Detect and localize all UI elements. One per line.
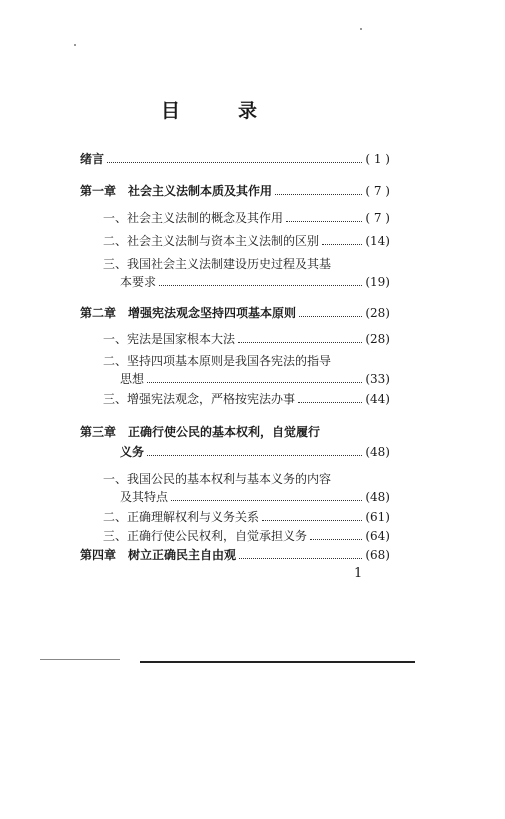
dot-leader <box>310 539 362 540</box>
dot-leader <box>107 162 362 163</box>
dot-leader <box>238 342 362 343</box>
toc-section-3-2 <box>103 507 390 527</box>
toc-entry-page: (28) <box>365 332 390 346</box>
toc-entry-label: 社会主义法制本质及其作用 <box>128 184 273 198</box>
toc-entry-label: 三、我国社会主义法制建设历史过程及其基 <box>103 257 332 271</box>
dot-leader <box>275 194 362 195</box>
scan-speck <box>360 28 362 30</box>
toc-entry-label: 树立正确民主自由观 <box>128 548 237 562</box>
dot-leader <box>286 221 362 222</box>
toc-chapter-3 <box>80 422 390 442</box>
toc-entry-page: ( 7 ) <box>365 211 390 225</box>
toc-entry-label-cont: 义务 <box>120 445 145 459</box>
chapter-number: 第一章 <box>80 184 117 198</box>
toc-entry-label: 三、正确行使公民权利，自觉承担义务 <box>103 529 308 543</box>
chapter-number: 第四章 <box>80 548 117 562</box>
toc-section-1-3 <box>103 254 390 274</box>
dot-leader <box>299 316 362 317</box>
toc-chapter-1 <box>80 181 390 201</box>
toc-entry-page: (68) <box>365 548 390 562</box>
toc-entry-page: (61) <box>365 510 390 524</box>
toc-entry-preface <box>80 149 390 169</box>
toc-entry-page: (14) <box>365 234 390 248</box>
toc-chapter-2 <box>80 303 390 323</box>
toc-section-1-3-cont <box>120 272 390 292</box>
toc-section-1-1 <box>103 208 390 228</box>
toc-section-2-2 <box>103 351 390 371</box>
toc-entry-page: (48) <box>365 490 390 504</box>
toc-entry-label: 正确行使公民的基本权利，自觉履行 <box>128 425 321 439</box>
toc-entry-label: 绪言 <box>80 152 105 166</box>
toc-entry-page: (64) <box>365 529 390 543</box>
dot-leader <box>262 520 362 521</box>
toc-section-2-2-cont <box>120 369 390 389</box>
toc-entry-label: 一、我国公民的基本权利与基本义务的内容 <box>103 472 332 486</box>
toc-chapter-4 <box>80 545 390 565</box>
toc-entry-label: 一、宪法是国家根本大法 <box>103 332 236 346</box>
toc-entry-label: 一、社会主义法制的概念及其作用 <box>103 211 284 225</box>
toc-section-3-3 <box>103 526 390 546</box>
dot-leader <box>239 558 362 559</box>
title-char-2: 录 <box>238 100 260 122</box>
dot-leader <box>298 402 362 403</box>
toc-entry-page: ( 7 ) <box>365 184 390 198</box>
toc-entry-label-cont: 本要求 <box>120 275 157 289</box>
chapter-number: 第二章 <box>80 306 117 320</box>
toc-entry-label: 三、增强宪法观念，严格按宪法办事 <box>103 392 296 406</box>
toc-entry-label: 二、正确理解权利与义务关系 <box>103 510 260 524</box>
toc-section-3-1 <box>103 469 390 489</box>
toc-entry-page: (48) <box>365 445 390 459</box>
toc-section-2-1 <box>103 329 390 349</box>
toc-entry-page: (19) <box>365 275 390 289</box>
toc-entry-page: ( 1 ) <box>365 152 390 166</box>
toc-section-3-1-cont <box>120 487 390 507</box>
scan-line-main <box>140 661 415 663</box>
dot-leader <box>171 500 362 501</box>
dot-leader <box>147 455 362 456</box>
chapter-number: 第三章 <box>80 425 117 439</box>
scan-speck <box>74 44 76 46</box>
toc-chapter-3-cont <box>120 442 390 462</box>
toc-entry-label: 二、坚持四项基本原则是我国各宪法的指导 <box>103 354 332 368</box>
toc-entry-label: 增强宪法观念坚持四项基本原则 <box>128 306 297 320</box>
toc-entry-page: (33) <box>365 372 390 386</box>
title-char-1: 目 <box>160 100 182 122</box>
toc-section-1-2 <box>103 231 390 251</box>
toc-entry-page: (28) <box>365 306 390 320</box>
dot-leader <box>159 285 362 286</box>
page-number: 1 <box>354 566 363 581</box>
dot-leader <box>147 382 362 383</box>
scan-line-left <box>40 659 120 660</box>
toc-entry-label-cont: 及其特点 <box>120 490 169 504</box>
toc-entry-label: 二、社会主义法制与资本主义法制的区别 <box>103 234 320 248</box>
toc-entry-label-cont: 思想 <box>120 372 145 386</box>
toc-section-2-3 <box>103 389 390 409</box>
dot-leader <box>322 244 362 245</box>
toc-entry-page: (44) <box>365 392 390 406</box>
page-title <box>0 96 420 123</box>
